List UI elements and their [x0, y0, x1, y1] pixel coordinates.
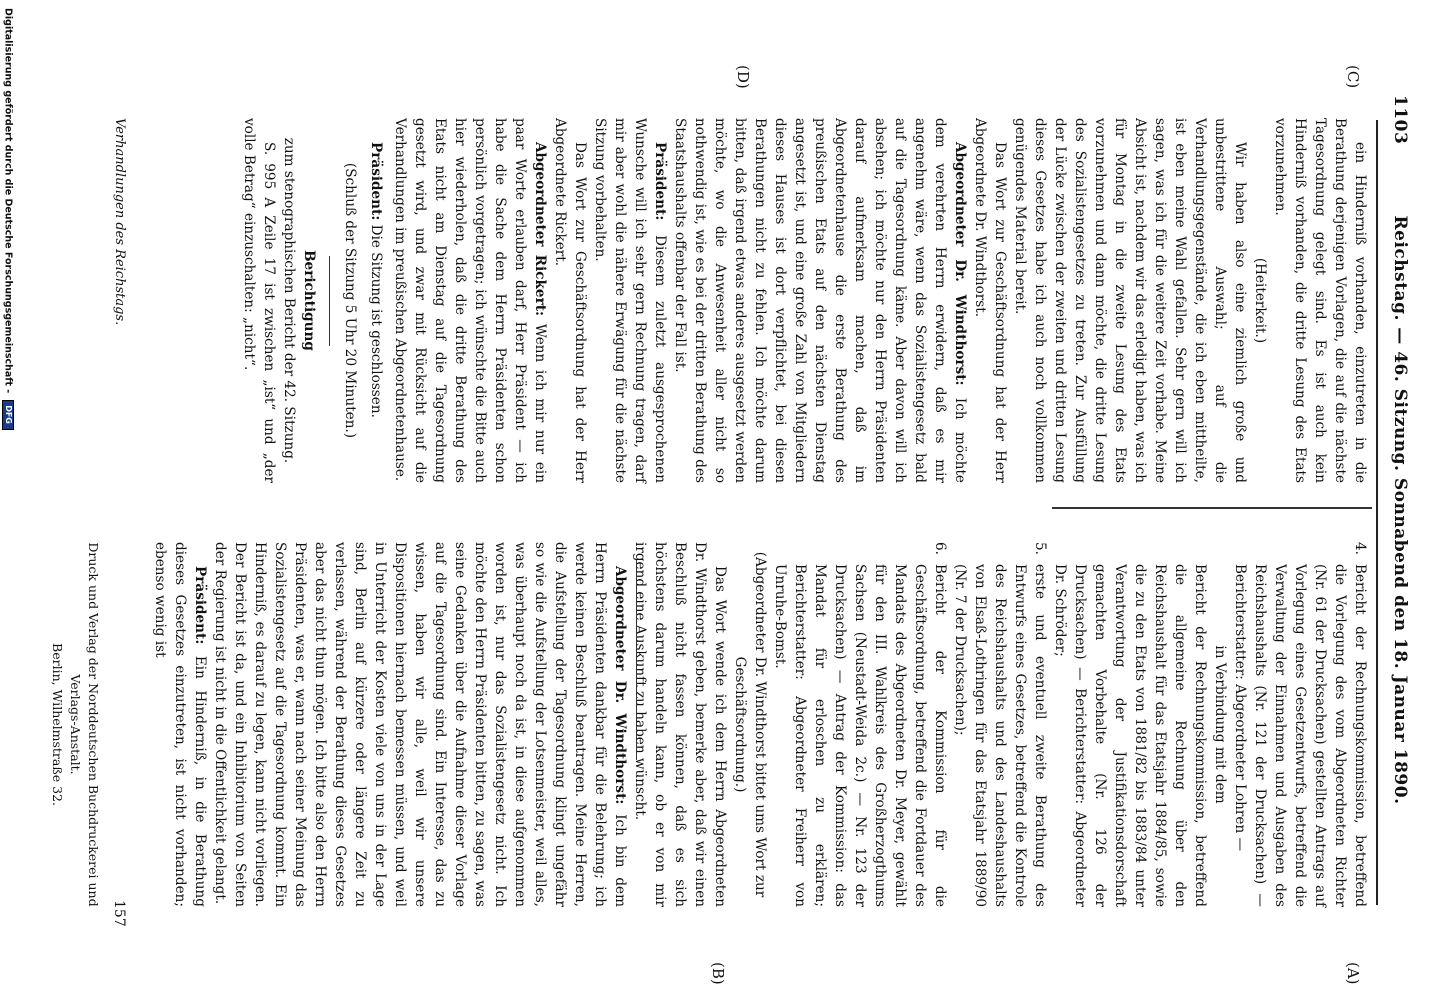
correction-heading: Berichtigung: [301, 250, 317, 351]
speech-text: Die Sitzung ist geschlossen.: [368, 224, 384, 418]
section-rule: [329, 256, 330, 346]
speech: [670, 118, 970, 483]
agenda-item: [950, 542, 1050, 907]
speech-text: Wenn ich mir nur ein paar Worte erlauben darf, Herr Präsident — ich habe die Sache dem Herrn Präsidenten schon persönlich vorgetragen; ich wünschte die Bitte auch hier wiederholen, daß die dritte Berathung des Etats nicht am Dienstag auf die Tagesordnung gesetzt wird, und zwar mit Rücksicht auf die Verhandlungen im preußischen Abgeordnetenhause.: [392, 118, 548, 484]
stage-direction: (Abgeordneter Dr. Windthorst bittet ums Wort zur Geschäftsordnung.): [732, 551, 768, 898]
speaker-name: Präsident:: [192, 566, 208, 645]
speech-text: Diesem zuletzt ausgesprochenen Wunsche will ich sehr gern Rechnung tragen, darf mir aber wohl die nähere Erwägung für die nächste Sitzung vorbehalten.: [592, 118, 668, 483]
speech-text: Ein Hinderniß, in die Berathung dieses Gesetzes einzutreten, ist nicht vorhanden; ebenso wenig ist: [152, 542, 208, 907]
speaker-name: Abgeordneter Dr. Windthorst:: [952, 142, 968, 386]
paragraph: ein Hinderniß vorhanden, einzutreten in die Berathung derjenigen Vorlagen, die auf die nächste Tagesordnung gelegt sind. Es ist auch kein Hinderniß vorhanden, die dritte Lesung des Etats vorzunehmen.: [1272, 118, 1368, 483]
margin-marker-d: (D): [734, 65, 752, 89]
imprint: [48, 542, 102, 907]
speech: [390, 118, 550, 483]
speech: [210, 542, 630, 907]
speech: [590, 118, 670, 483]
speaker-name: Präsident:: [368, 142, 384, 221]
dfg-logo-icon: DFG: [2, 400, 14, 430]
digitization-note: [2, 8, 14, 998]
agenda-number: 4.: [1352, 542, 1368, 555]
connector-line: in Verbindung mit dem: [1212, 645, 1228, 804]
session-close-note: (Schluß der Sitzung 5 Uhr 20 Minuten.): [342, 162, 358, 439]
speaker-name: Abgeordneter Dr. Windthorst:: [612, 566, 628, 805]
agenda-text: Bericht der Rechnungskommission, betreffend die Vorlegung des vom Abgeordneten Richter (Nr. 61 der Drucksachen) gestellten Antrags auf Vorlegung eines Gesetzentwurfs, betreffend die Verwaltung der Einnahmen und Ausgaben des Reichshaushalts (Nr. 121 der Drucksachen) — Berichterstatter: Abgeordneter Lohren —: [1232, 564, 1368, 907]
stage-direction: (Heiterkeit.): [1252, 257, 1268, 344]
correction-subheading: zum stenographischen Bericht der 42. Sitzung.: [281, 137, 297, 464]
imprint-line: Berlin, Wilhelmstraße 32.: [50, 643, 65, 806]
agenda-text: Bericht der Kommission für die Geschäftsordnung, betreffend die Fortdauer des Mandats des Abgeordneten Dr. Meyer, gewählt für den III. Wahlkreis des Großherzogthums Sachsen (Neustadt-Weida 2c.) — Nr. 123 der Drucksachen) — Antrag der Kommission: das Mandat für erloschen zu erklären; Berichterstatter: Abgeordneter Freiherr von Unruhe-Bomst.: [772, 564, 948, 907]
agenda-item: [1230, 542, 1370, 907]
sheet-number: 157: [111, 900, 127, 927]
speaker-name: Abgeordneter Rickert:: [532, 142, 548, 317]
imprint-line: Druck und Verlag der Norddeutschen Buchdruckerei und Verlags-Anstalt.: [68, 542, 101, 907]
left-column: [239, 118, 1370, 483]
correction-text: S. 995 A Zeile 17 ist zwischen „ist“ und „der volle Betrag“ einzuschalten: „nicht“.: [241, 118, 277, 483]
paragraph: Das Wort zur Geschäftsordnung hat der Herr Abgeordnete Rickert.: [552, 118, 588, 483]
digitization-text: Digitalisierung gefördert durch die Deutsche Forschungsgemeinschaft -: [2, 8, 14, 394]
speaker-name: Präsident:: [652, 142, 668, 221]
paragraph: Wir haben also eine ziemlich große und unbestrittene Auswahl; auf die Verhandlungsgegenstände, die ich eben mittheilte, ist eben meine Wahl gefallen. Sehr gern will ich sagen, was ich für die weitere Zeit vorhabe. Meine Absicht ist, nachdem wir das erledigt haben, was ich für Montag in die zweite Lesung des Etats vorzunehmen und dann möchte, die dritte Lesung des Sozialistengesetzes zu treten. Zur Ausfüllung der Lücke zwischen der zweiten und dritten Lesung dieses Gesetzes habe ich auch noch vollkommen genügendes Material bereit.: [1012, 118, 1248, 483]
speech-text: Ich bin dem Herrn Präsidenten dankbar für die Belehrung; ich werde keinen Beschluß beantragen. Meine Herren, die Aufstellung der Tagesordnung klingt ungefähr so wie die Aufstellung der Lotsenmeister, weil alles, was überhaupt noch da ist, in diese aufgenommen worden ist, nur das Sozialistengesetz nicht. Ich möchte den Herrn Präsidenten bitten, zu sagen, was seine Gedanken über die Aufnahme dieser Vorlage auf die Tagesordnung sind. Ein Interesse, das zu wissen, haben wir alle, weil wir unsere Dispositionen hiernach bemessen müssen, und weil in Unterricht der Kosten viele von uns in der Lage sind, Berlin auf kürzere oder längere Zeit zu verlassen, während der Berathung dieses Gesetzes aber das nicht thun mögen. Ich bitte also den Herrn Präsidenten, was er, wann nach seiner Meinung das Sozialistengesetz auf die Tagesordnung kommt. Ein Hinderniß, es darauf zu legen, kann nicht vorliegen. Der Bericht ist da, und ein Inhibitorium von Seiten der Regierung ist nicht in die Offentlichkeit gelangt.: [212, 542, 628, 907]
agenda-number: 5.: [1032, 542, 1048, 555]
speech-text: Ich möchte dem verehrten Herrn erwidern, daß es mir angenehm wäre, wenn das Sozialistengesetz bald auf die Tagesordnung käme. Aber davon will ich absehen; ich möchte nur den Herrn Präsidenten darauf aufmerksam machen, daß im Abgeordnetenhause die erste Berathung des preußischen Etats auf den nächsten Dienstag angesetzt ist, und eine große Zahl von Mitgliedern dieses Hauses ist dort verpflichtet, bei diesen Berathungen nicht zu fehlen. Ich möchte darum bitten, daß irgend etwas anderes ausgesetzt werden möchte, wo die Anwesenheit aller nicht so nothwendig ist, wie es bei der dritten Berathung des Staatshaushalts offenbar der Fall ist.: [672, 118, 968, 483]
agenda-number: 6.: [932, 542, 948, 555]
column-divider: [1052, 507, 1372, 509]
page-number: 1103: [1390, 95, 1410, 145]
paragraph: Das Wort zur Geschäftsordnung hat der Herr Abgeordnete Dr. Windthorst.: [972, 118, 1008, 483]
paragraph: Das Wort wende ich dem Herrn Abgeordneten Dr. Windthorst geben, bemerke aber, daß wir einen Beschluß nicht fassen können, daß es sich höchstens darum handeln kann, ob er von mir irgend eine Auskunft zu haben wünscht.: [632, 542, 728, 907]
margin-marker-b: (B): [709, 962, 727, 985]
speech: [150, 542, 210, 907]
footer-rule: [636, 560, 637, 760]
running-title: Reichstag. — 46. Sitzung. Sonnabend den 18. Januar 1890.: [1390, 215, 1410, 805]
page-header: [1386, 95, 1410, 925]
agenda-text: Bericht der Rechnungskommission, betreffend die allgemeine Rechnung über den Reichshaushalt für das Etatsjahr 1884/85, sowie die zu den Etats von 1881/82 bis 1883/84 unter Verantwortung der Justifikationsdorschaft gemachten Vorbehalte (Nr. 126 der Drucksachen) — Berichterstatter: Abgeordneter Dr. Schröder;: [1052, 564, 1208, 907]
agenda-text: erste und eventuell zweite Berathung des Entwurfs eines Gesetzes, betreffend die Kontrole des Reichshaushalts und des Landeshaushalts von Elsaß-Lothringen für das Etatsjahr 1889/90 (Nr. 7 der Drucksachen);: [952, 564, 1048, 907]
margin-marker-c: (C): [1344, 65, 1362, 89]
agenda-item: [770, 542, 950, 907]
footer-publication-title: Verhandlungen des Reichstags.: [112, 118, 127, 326]
speech: [366, 118, 386, 483]
header-rule: [1376, 120, 1378, 905]
margin-marker-a: (A): [1344, 962, 1362, 985]
right-column: [150, 542, 1370, 907]
